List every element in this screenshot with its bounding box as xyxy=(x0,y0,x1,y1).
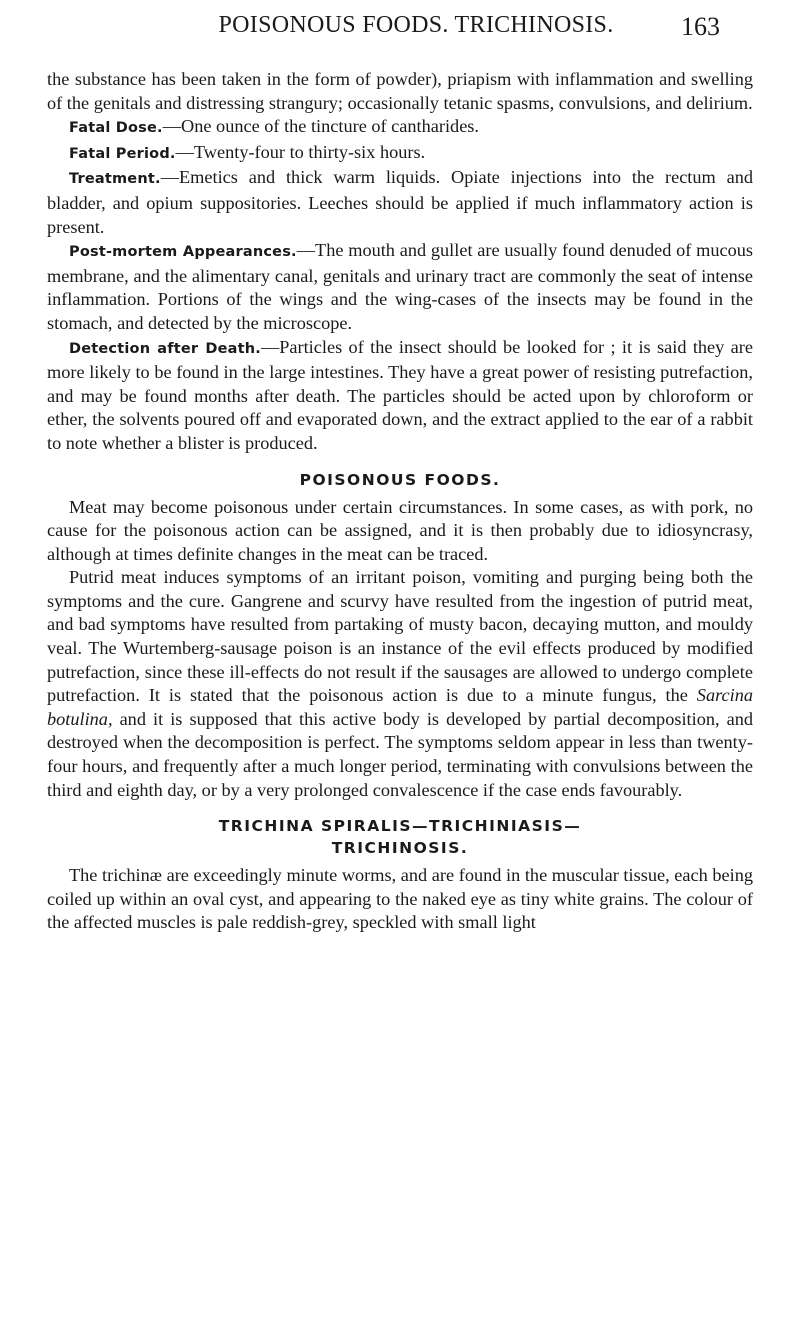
page-number: 163 xyxy=(681,12,720,41)
sarcina-botulina-term: Sarcina botulina, xyxy=(47,685,753,729)
detection-paragraph xyxy=(47,336,753,456)
fatal-dose-paragraph xyxy=(47,115,753,141)
treatment-paragraph xyxy=(47,166,753,239)
cantharides-symptoms-paragraph: the substance has been taken in the form of powder), priapism with inflammation and swelling of the genitals and distressing strangury; occasionally tetanic spasms, convulsions, and delirium. xyxy=(47,69,753,113)
poisonous-foods-paragraph-2 xyxy=(47,566,753,802)
fatal-dose-text: —One ounce of the tincture of cantharides. xyxy=(162,116,479,137)
putrid-meat-text: Putrid meat induces symptoms of an irritant poison, vomiting and purging being both the symptoms and the cure. Gangrene and scurvy have resulted from the ingestion of putrid meat, and bad symptoms have resulted from partaking of musty bacon, decaying mutton, and mouldy veal. The Wurtemberg-sausage poison is an instance of the evil effects produced by modified putrefaction, since these ill-effects do not result if the sausages are allowed to undergo complete putrefaction. It is stated that the poisonous action is due to a minute fungus, the xyxy=(47,567,753,706)
poisonous-foods-paragraph-1: Meat may become poisonous under certain circumstances. In some cases, as with pork, no cause for the poisonous action can be assigned, and it is then probably due to idiosyncrasy, although at times definite changes in the meat can be traced. xyxy=(47,496,753,564)
post-mortem-paragraph xyxy=(47,239,753,335)
poisonous-foods-heading: POISONOUS FOODS. xyxy=(299,470,501,489)
fatal-period-paragraph xyxy=(47,141,753,167)
running-head xyxy=(0,12,800,56)
detection-label: Detection after Death. xyxy=(69,340,261,357)
trichina-paragraph-1: The trichinæ are exceedingly minute worms, and are found in the muscular tissue, each being coiled up within an oval cyst, and appearing to the naked eye as tiny white grains. The colour of the affected muscles is pale reddish-grey, speckled with small light xyxy=(47,865,753,933)
post-mortem-text: —The mouth and gullet are usually found denuded of mucous membrane, and the alimentary canal, genitals and urinary tract are commonly the seat of intense inflammation. Portions of the wings and the wing-cases of the insects may be found in the stomach, and detected by the microscope. xyxy=(47,240,753,333)
post-mortem-label: Post-mortem Appearances. xyxy=(69,244,297,261)
body-text xyxy=(47,68,753,935)
treatment-text: —Emetics and thick warm liquids. Opiate injections into the rectum and bladder, and opium suppositories. Leeches should be applied if much inflammatory action is present. xyxy=(47,167,753,237)
fatal-period-text: —Twenty-four to thirty-six hours. xyxy=(175,141,426,162)
detection-text: —Particles of the insect should be looked for ; it is said they are more likely to be found in the large intestines. They have a great power of resisting putrefaction, and may be found months after death. The particles should be acted upon by chloroform or ether, the solvents poured off and evaporated down, and the extract applied to the ear of a rabbit to note whether a blister is produced. xyxy=(47,336,753,453)
trichina-heading-line-2: TRICHINOSIS. xyxy=(331,839,469,858)
fatal-dose-label: Fatal Dose. xyxy=(69,120,163,137)
fatal-period-label: Fatal Period. xyxy=(69,145,176,162)
putrid-meat-text-continued: and it is supposed that this active body is developed by partial decomposition, and destroyed when the decomposition is perfect. The symptoms seldom appear in less than twenty-four hours, and frequently after a much longer period, terminating with convulsions between the third and eighth day, or by a very prolonged convalescence if the case ends favourably. xyxy=(47,708,753,800)
treatment-label: Treatment. xyxy=(69,171,161,188)
trichina-heading xyxy=(47,815,753,859)
running-title: POISONOUS FOODS. TRICHINOSIS. xyxy=(218,12,614,38)
trichina-heading-line-1: TRICHINA SPIRALIS—TRICHINIASIS— xyxy=(218,817,582,836)
